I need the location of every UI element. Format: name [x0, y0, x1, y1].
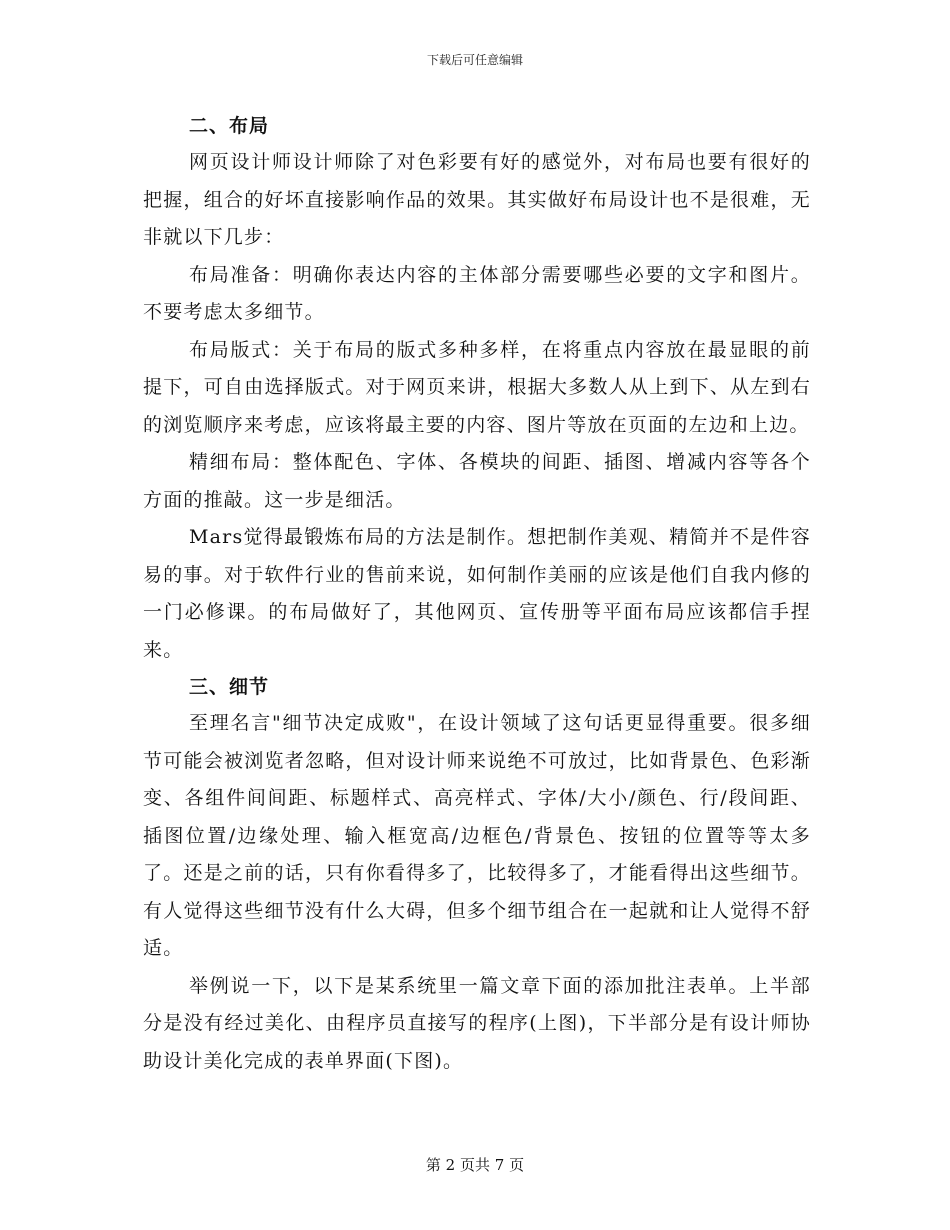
section-heading-layout: 二、布局 — [189, 115, 270, 137]
paragraph: 举例说一下，以下是某系统里一篇文章下面的添加批注表单。上半部分是没有经过美化、由程序员直接写的程序(上图)，下半部分是有设计师协助设计美化完成的表单界面(下图)。 — [143, 974, 811, 1072]
page-header: 下载后可任意编辑 — [426, 53, 523, 67]
page-number: 第 2 页共 7 页 — [425, 1156, 525, 1174]
paragraph: Mars觉得最锻炼布局的方法是制作。想把制作美观、精简并不是件容易的事。对于软件行业的售前来说，如何制作美丽的应该是他们自我内修的一门必修课。的布局做好了，其他网页、宣传册等平面布局应该都信手捏来。 — [143, 526, 811, 661]
paragraph: 至理名言"细节决定成败"，在设计领域了这句话更显得重要。很多细节可能会被浏览者忽略，但对设计师来说绝不可放过，比如背景色、色彩渐变、各组件间间距、标题样式、高亮样式、字体/大小/颜色、行/段间距、插图位置/边缘处理、输入框宽高/边框色/背景色、按钮的位置等等太多了。还是之前的话，只有你看得多了，比较得多了，才能看得出这些细节。有人觉得这些细节没有什么大碍，但多个细节组合在一起就和让人觉得不舒适。 — [143, 712, 811, 959]
document-body — [143, 108, 811, 1080]
paragraph: 布局版式：关于布局的版式多种多样，在将重点内容放在最显眼的前提下，可自由选择版式。对于网页来讲，根据大多数人从上到下、从左到右的浏览顺序来考虑，应该将最主要的内容、图片等放在页面的左边和上边。 — [143, 338, 811, 436]
paragraph: 布局准备：明确你表达内容的主体部分需要哪些必要的文字和图片。不要考虑太多细节。 — [143, 263, 811, 323]
paragraph: 网页设计师设计师除了对色彩要有好的感觉外，对布局也要有很好的把握，组合的好坏直接影响作品的效果。其实做好布局设计也不是很难，无非就以下几步： — [143, 151, 811, 248]
section-heading-details: 三、细节 — [189, 676, 270, 698]
paragraph: 精细布局：整体配色、字体、各模块的间距、插图、增减内容等各个方面的推敲。这一步是细活。 — [143, 451, 811, 511]
